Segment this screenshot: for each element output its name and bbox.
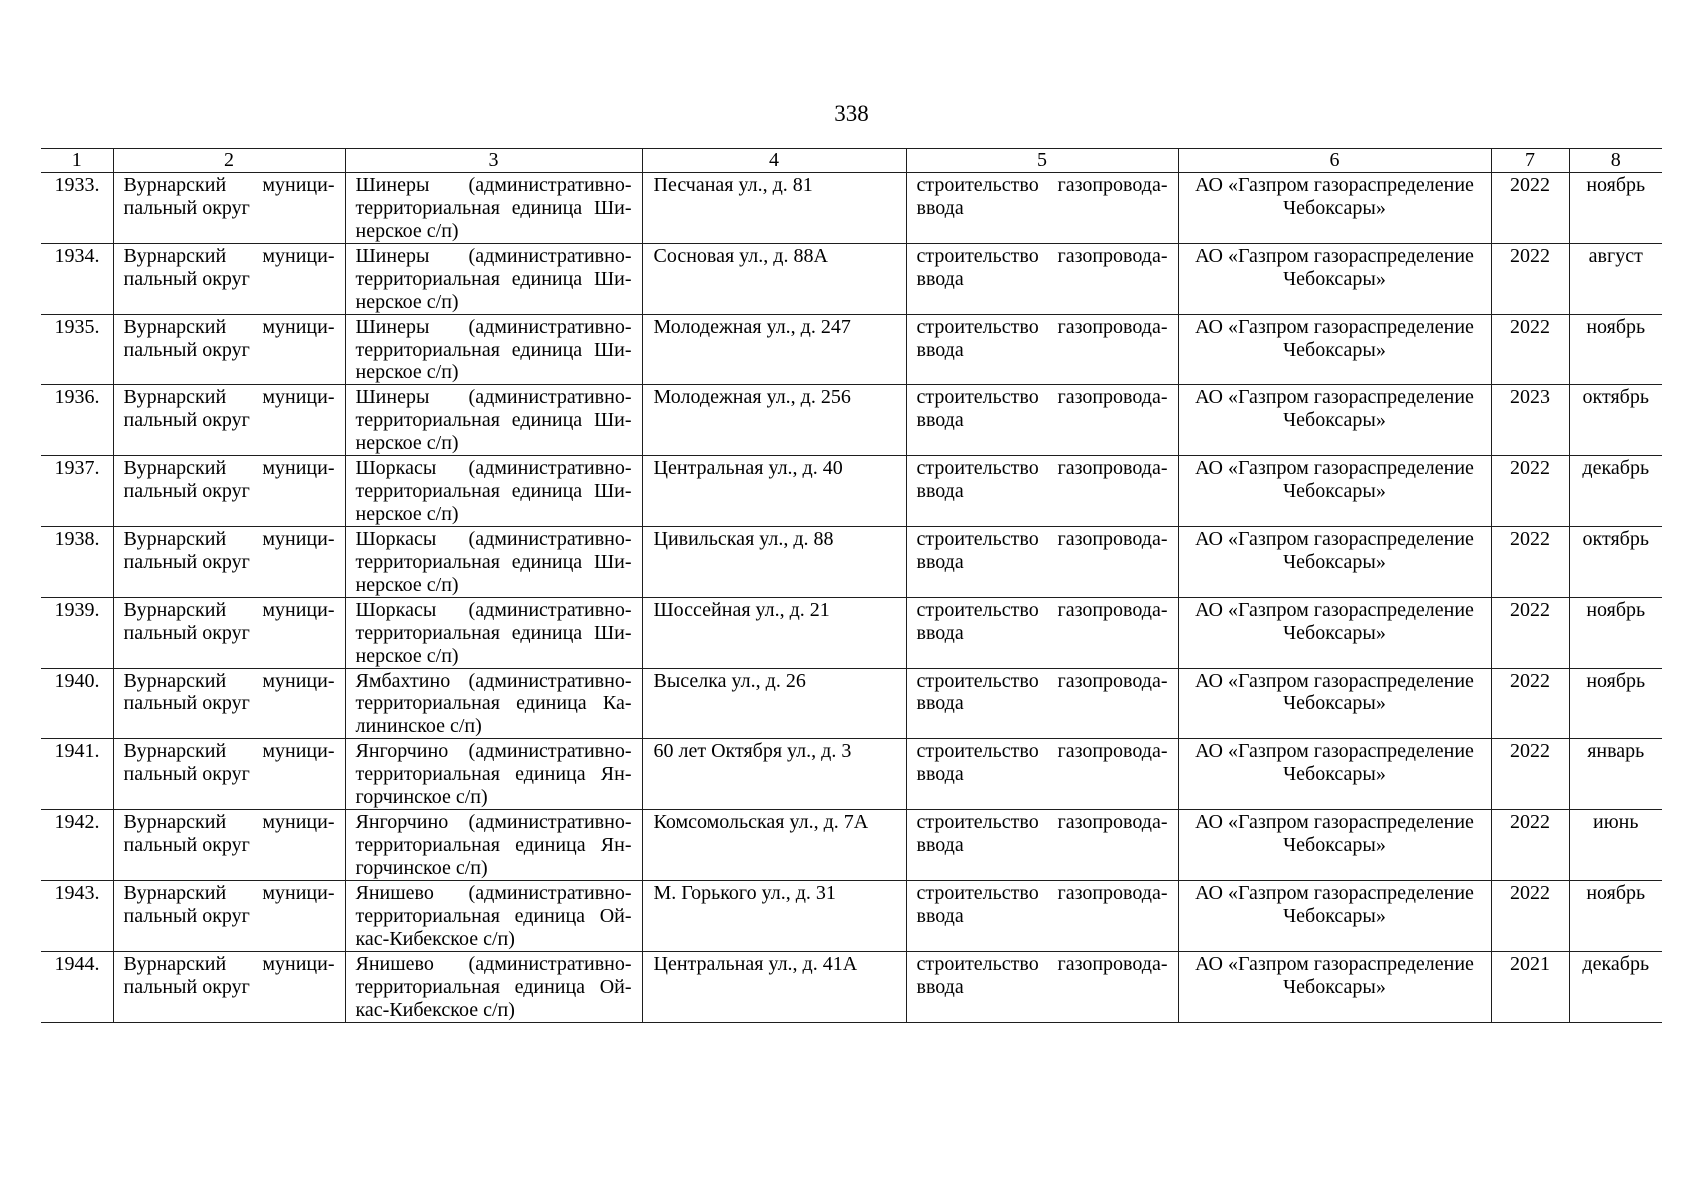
organization-cell (1178, 385, 1491, 456)
page-number: 338 (834, 101, 869, 126)
cell-line: строительство газопровода- (916, 527, 1168, 550)
row-number-cell: 1936. (41, 385, 113, 456)
settlement-cell (345, 810, 642, 881)
organization-cell (1178, 526, 1491, 597)
cell-line: территориальная единица Ши- (355, 196, 632, 219)
settlement-cell (345, 951, 642, 1022)
cell-line: лининское с/п) (355, 715, 482, 738)
cell-line: строительство газопровода- (916, 881, 1168, 904)
settlement-cell (345, 880, 642, 951)
column-number-header: 7 (1491, 149, 1569, 173)
table-row (41, 243, 1662, 314)
cell-line: пальный округ (123, 196, 250, 219)
column-number-header: 2 (113, 149, 345, 173)
address-cell: Комсомольская ул., д. 7А (642, 810, 906, 881)
cell-line: Чебоксары» (1283, 267, 1386, 290)
address-cell: М. Горького ул., д. 31 (642, 880, 906, 951)
cell-line: Вурнарский муници- (123, 598, 335, 621)
table-row (41, 526, 1662, 597)
district-cell (113, 880, 345, 951)
cell-line: ввода (916, 834, 964, 857)
cell-line: АО «Газпром газораспределение (1195, 527, 1474, 550)
organization-cell (1178, 951, 1491, 1022)
cell-line: территориальная единица Ши- (355, 267, 632, 290)
year-cell: 2021 (1491, 951, 1569, 1022)
district-cell (113, 668, 345, 739)
cell-line: территориальная единица Ши- (355, 550, 632, 573)
month-cell: декабрь (1569, 951, 1662, 1022)
settlement-cell (345, 243, 642, 314)
year-cell: 2022 (1491, 314, 1569, 385)
cell-line: пальный округ (123, 621, 250, 644)
column-number-header: 8 (1569, 149, 1662, 173)
month-cell: ноябрь (1569, 597, 1662, 668)
cell-line: горчинское с/п) (355, 856, 488, 879)
table-row (41, 668, 1662, 739)
row-number-cell: 1942. (41, 810, 113, 881)
district-cell (113, 456, 345, 527)
organization-cell (1178, 739, 1491, 810)
district-cell (113, 526, 345, 597)
address-cell: Цивильская ул., д. 88 (642, 526, 906, 597)
data-table (41, 148, 1662, 1023)
cell-line: Чебоксары» (1283, 409, 1386, 432)
district-cell (113, 243, 345, 314)
organization-cell (1178, 456, 1491, 527)
cell-line: Вурнарский муници- (123, 315, 335, 338)
settlement-cell (345, 314, 642, 385)
month-cell: ноябрь (1569, 173, 1662, 244)
cell-line: пальный округ (123, 409, 250, 432)
cell-line: Чебоксары» (1283, 621, 1386, 644)
cell-line: территориальная единица Ши- (355, 409, 632, 432)
table-row (41, 597, 1662, 668)
month-cell: октябрь (1569, 526, 1662, 597)
cell-line: кас-Кибекское с/п) (355, 927, 515, 950)
cell-line: пальный округ (123, 550, 250, 573)
row-number-cell: 1941. (41, 739, 113, 810)
address-cell: Центральная ул., д. 41А (642, 951, 906, 1022)
table-header-row (41, 149, 1662, 173)
cell-line: кас-Кибекское с/п) (355, 998, 515, 1021)
cell-line: Янгорчино (административно- (355, 811, 632, 834)
cell-line: Чебоксары» (1283, 480, 1386, 503)
table-body (41, 173, 1662, 1023)
cell-line: пальный округ (123, 338, 250, 361)
cell-line: Чебоксары» (1283, 196, 1386, 219)
organization-cell (1178, 243, 1491, 314)
cell-line: строительство газопровода- (916, 244, 1168, 267)
cell-line: пальный округ (123, 480, 250, 503)
cell-line: АО «Газпром газораспределение (1195, 740, 1474, 763)
table-row (41, 739, 1662, 810)
cell-line: пальный округ (123, 267, 250, 290)
year-cell: 2022 (1491, 597, 1569, 668)
row-number-cell: 1937. (41, 456, 113, 527)
cell-line: Шоркасы (административно- (355, 527, 632, 550)
work-type-cell (906, 597, 1178, 668)
cell-line: АО «Газпром газораспределение (1195, 244, 1474, 267)
district-cell (113, 810, 345, 881)
column-number-header: 6 (1178, 149, 1491, 173)
cell-line: пальный округ (123, 904, 250, 927)
organization-cell (1178, 314, 1491, 385)
row-number-cell: 1933. (41, 173, 113, 244)
settlement-cell (345, 739, 642, 810)
cell-line: ввода (916, 550, 964, 573)
district-cell (113, 739, 345, 810)
work-type-cell (906, 668, 1178, 739)
cell-line: территориальная единица Ян- (355, 834, 632, 857)
cell-line: строительство газопровода- (916, 174, 1168, 196)
organization-cell (1178, 173, 1491, 244)
work-type-cell (906, 951, 1178, 1022)
column-number-header: 4 (642, 149, 906, 173)
table-row (41, 173, 1662, 244)
cell-line: Вурнарский муници- (123, 386, 335, 409)
cell-line: Вурнарский муници- (123, 174, 335, 196)
cell-line: Шоркасы (административно- (355, 457, 632, 480)
table-row (41, 880, 1662, 951)
work-type-cell (906, 810, 1178, 881)
cell-line: территориальная единица Ши- (355, 480, 632, 503)
cell-line: горчинское с/п) (355, 786, 488, 809)
cell-line: строительство газопровода- (916, 386, 1168, 409)
address-cell: 60 лет Октября ул., д. 3 (642, 739, 906, 810)
work-type-cell (906, 243, 1178, 314)
year-cell: 2022 (1491, 456, 1569, 527)
year-cell: 2022 (1491, 173, 1569, 244)
cell-line: нерское с/п) (355, 503, 459, 525)
work-type-cell (906, 526, 1178, 597)
month-cell: декабрь (1569, 456, 1662, 527)
cell-line: Вурнарский муници- (123, 527, 335, 550)
year-cell: 2022 (1491, 243, 1569, 314)
cell-line: ввода (916, 904, 964, 927)
cell-line: Янишево (административно- (355, 881, 632, 904)
table-row (41, 456, 1662, 527)
cell-line: ввода (916, 196, 964, 219)
address-cell: Молодежная ул., д. 247 (642, 314, 906, 385)
cell-line: Чебоксары» (1283, 692, 1386, 715)
district-cell (113, 173, 345, 244)
organization-cell (1178, 880, 1491, 951)
district-cell (113, 385, 345, 456)
table-row (41, 951, 1662, 1022)
cell-line: Вурнарский муници- (123, 457, 335, 480)
column-number-header: 1 (41, 149, 113, 173)
cell-line: ввода (916, 267, 964, 290)
organization-cell (1178, 668, 1491, 739)
cell-line: пальный округ (123, 975, 250, 998)
cell-line: нерское с/п) (355, 361, 459, 384)
cell-line: пальный округ (123, 834, 250, 857)
cell-line: АО «Газпром газораспределение (1195, 386, 1474, 409)
column-number-header: 5 (906, 149, 1178, 173)
cell-line: ввода (916, 763, 964, 786)
row-number-cell: 1940. (41, 668, 113, 739)
cell-line: строительство газопровода- (916, 598, 1168, 621)
settlement-cell (345, 668, 642, 739)
address-cell: Песчаная ул., д. 81 (642, 173, 906, 244)
settlement-cell (345, 526, 642, 597)
cell-line: ввода (916, 338, 964, 361)
cell-line: Чебоксары» (1283, 834, 1386, 857)
settlement-cell (345, 173, 642, 244)
year-cell: 2022 (1491, 810, 1569, 881)
cell-line: территориальная единица Ши- (355, 338, 632, 361)
cell-line: Янгорчино (административно- (355, 740, 632, 763)
cell-line: Вурнарский муници- (123, 811, 335, 834)
cell-line: Вурнарский муници- (123, 881, 335, 904)
cell-line: АО «Газпром газораспределение (1195, 598, 1474, 621)
address-cell: Сосновая ул., д. 88А (642, 243, 906, 314)
month-cell: ноябрь (1569, 668, 1662, 739)
cell-line: нерское с/п) (355, 219, 459, 242)
district-cell (113, 597, 345, 668)
month-cell: ноябрь (1569, 314, 1662, 385)
work-type-cell (906, 880, 1178, 951)
cell-line: АО «Газпром газораспределение (1195, 952, 1474, 975)
month-cell: июнь (1569, 810, 1662, 881)
table-row (41, 385, 1662, 456)
cell-line: Шинеры (административно- (355, 174, 632, 196)
cell-line: строительство газопровода- (916, 740, 1168, 763)
work-type-cell (906, 314, 1178, 385)
cell-line: Чебоксары» (1283, 975, 1386, 998)
cell-line: пальный округ (123, 763, 250, 786)
cell-line: АО «Газпром газораспределение (1195, 669, 1474, 692)
cell-line: АО «Газпром газораспределение (1195, 457, 1474, 480)
month-cell: ноябрь (1569, 880, 1662, 951)
row-number-cell: 1939. (41, 597, 113, 668)
cell-line: Янишево (административно- (355, 952, 632, 975)
month-cell: август (1569, 243, 1662, 314)
organization-cell (1178, 810, 1491, 881)
cell-line: территориальная единица Ши- (355, 621, 632, 644)
cell-line: строительство газопровода- (916, 952, 1168, 975)
table-row (41, 810, 1662, 881)
cell-line: территориальная единица Ой- (355, 975, 632, 998)
cell-line: ввода (916, 692, 964, 715)
cell-line: Вурнарский муници- (123, 952, 335, 975)
cell-line: Вурнарский муници- (123, 740, 335, 763)
cell-line: нерское с/п) (355, 432, 459, 455)
cell-line: территориальная единица Ян- (355, 763, 632, 786)
organization-cell (1178, 597, 1491, 668)
settlement-cell (345, 385, 642, 456)
address-cell: Шоссейная ул., д. 21 (642, 597, 906, 668)
cell-line: строительство газопровода- (916, 669, 1168, 692)
year-cell: 2023 (1491, 385, 1569, 456)
row-number-cell: 1935. (41, 314, 113, 385)
work-type-cell (906, 739, 1178, 810)
work-type-cell (906, 456, 1178, 527)
year-cell: 2022 (1491, 880, 1569, 951)
cell-line: Вурнарский муници- (123, 669, 335, 692)
cell-line: АО «Газпром газораспределение (1195, 811, 1474, 834)
address-cell: Молодежная ул., д. 256 (642, 385, 906, 456)
year-cell: 2022 (1491, 526, 1569, 597)
year-cell: 2022 (1491, 668, 1569, 739)
cell-line: Чебоксары» (1283, 904, 1386, 927)
settlement-cell (345, 456, 642, 527)
cell-line: Шинеры (административно- (355, 315, 632, 338)
cell-line: АО «Газпром газораспределение (1195, 174, 1474, 196)
row-number-cell: 1944. (41, 951, 113, 1022)
district-cell (113, 951, 345, 1022)
row-number-cell: 1943. (41, 880, 113, 951)
cell-line: АО «Газпром газораспределение (1195, 881, 1474, 904)
cell-line: ввода (916, 409, 964, 432)
cell-line: Чебоксары» (1283, 550, 1386, 573)
cell-line: ввода (916, 480, 964, 503)
cell-line: Чебоксары» (1283, 763, 1386, 786)
cell-line: Шоркасы (административно- (355, 598, 632, 621)
cell-line: нерское с/п) (355, 290, 459, 313)
cell-line: ввода (916, 975, 964, 998)
cell-line: Шинеры (административно- (355, 386, 632, 409)
row-number-cell: 1934. (41, 243, 113, 314)
month-cell: январь (1569, 739, 1662, 810)
cell-line: Шинеры (административно- (355, 244, 632, 267)
district-cell (113, 314, 345, 385)
year-cell: 2022 (1491, 739, 1569, 810)
cell-line: нерское с/п) (355, 573, 459, 596)
cell-line: ввода (916, 621, 964, 644)
cell-line: строительство газопровода- (916, 457, 1168, 480)
table-row (41, 314, 1662, 385)
cell-line: территориальная единица Ой- (355, 904, 632, 927)
cell-line: Вурнарский муници- (123, 244, 335, 267)
cell-line: пальный округ (123, 692, 250, 715)
cell-line: Ямбахтино (административно- (355, 669, 632, 692)
cell-line: Чебоксары» (1283, 338, 1386, 361)
cell-line: строительство газопровода- (916, 315, 1168, 338)
address-cell: Центральная ул., д. 40 (642, 456, 906, 527)
cell-line: АО «Газпром газораспределение (1195, 315, 1474, 338)
work-type-cell (906, 173, 1178, 244)
settlement-cell (345, 597, 642, 668)
cell-line: строительство газопровода- (916, 811, 1168, 834)
work-type-cell (906, 385, 1178, 456)
cell-line: нерское с/п) (355, 644, 459, 667)
cell-line: территориальная единица Ка- (355, 692, 632, 715)
row-number-cell: 1938. (41, 526, 113, 597)
column-number-header: 3 (345, 149, 642, 173)
month-cell: октябрь (1569, 385, 1662, 456)
address-cell: Выселка ул., д. 26 (642, 668, 906, 739)
